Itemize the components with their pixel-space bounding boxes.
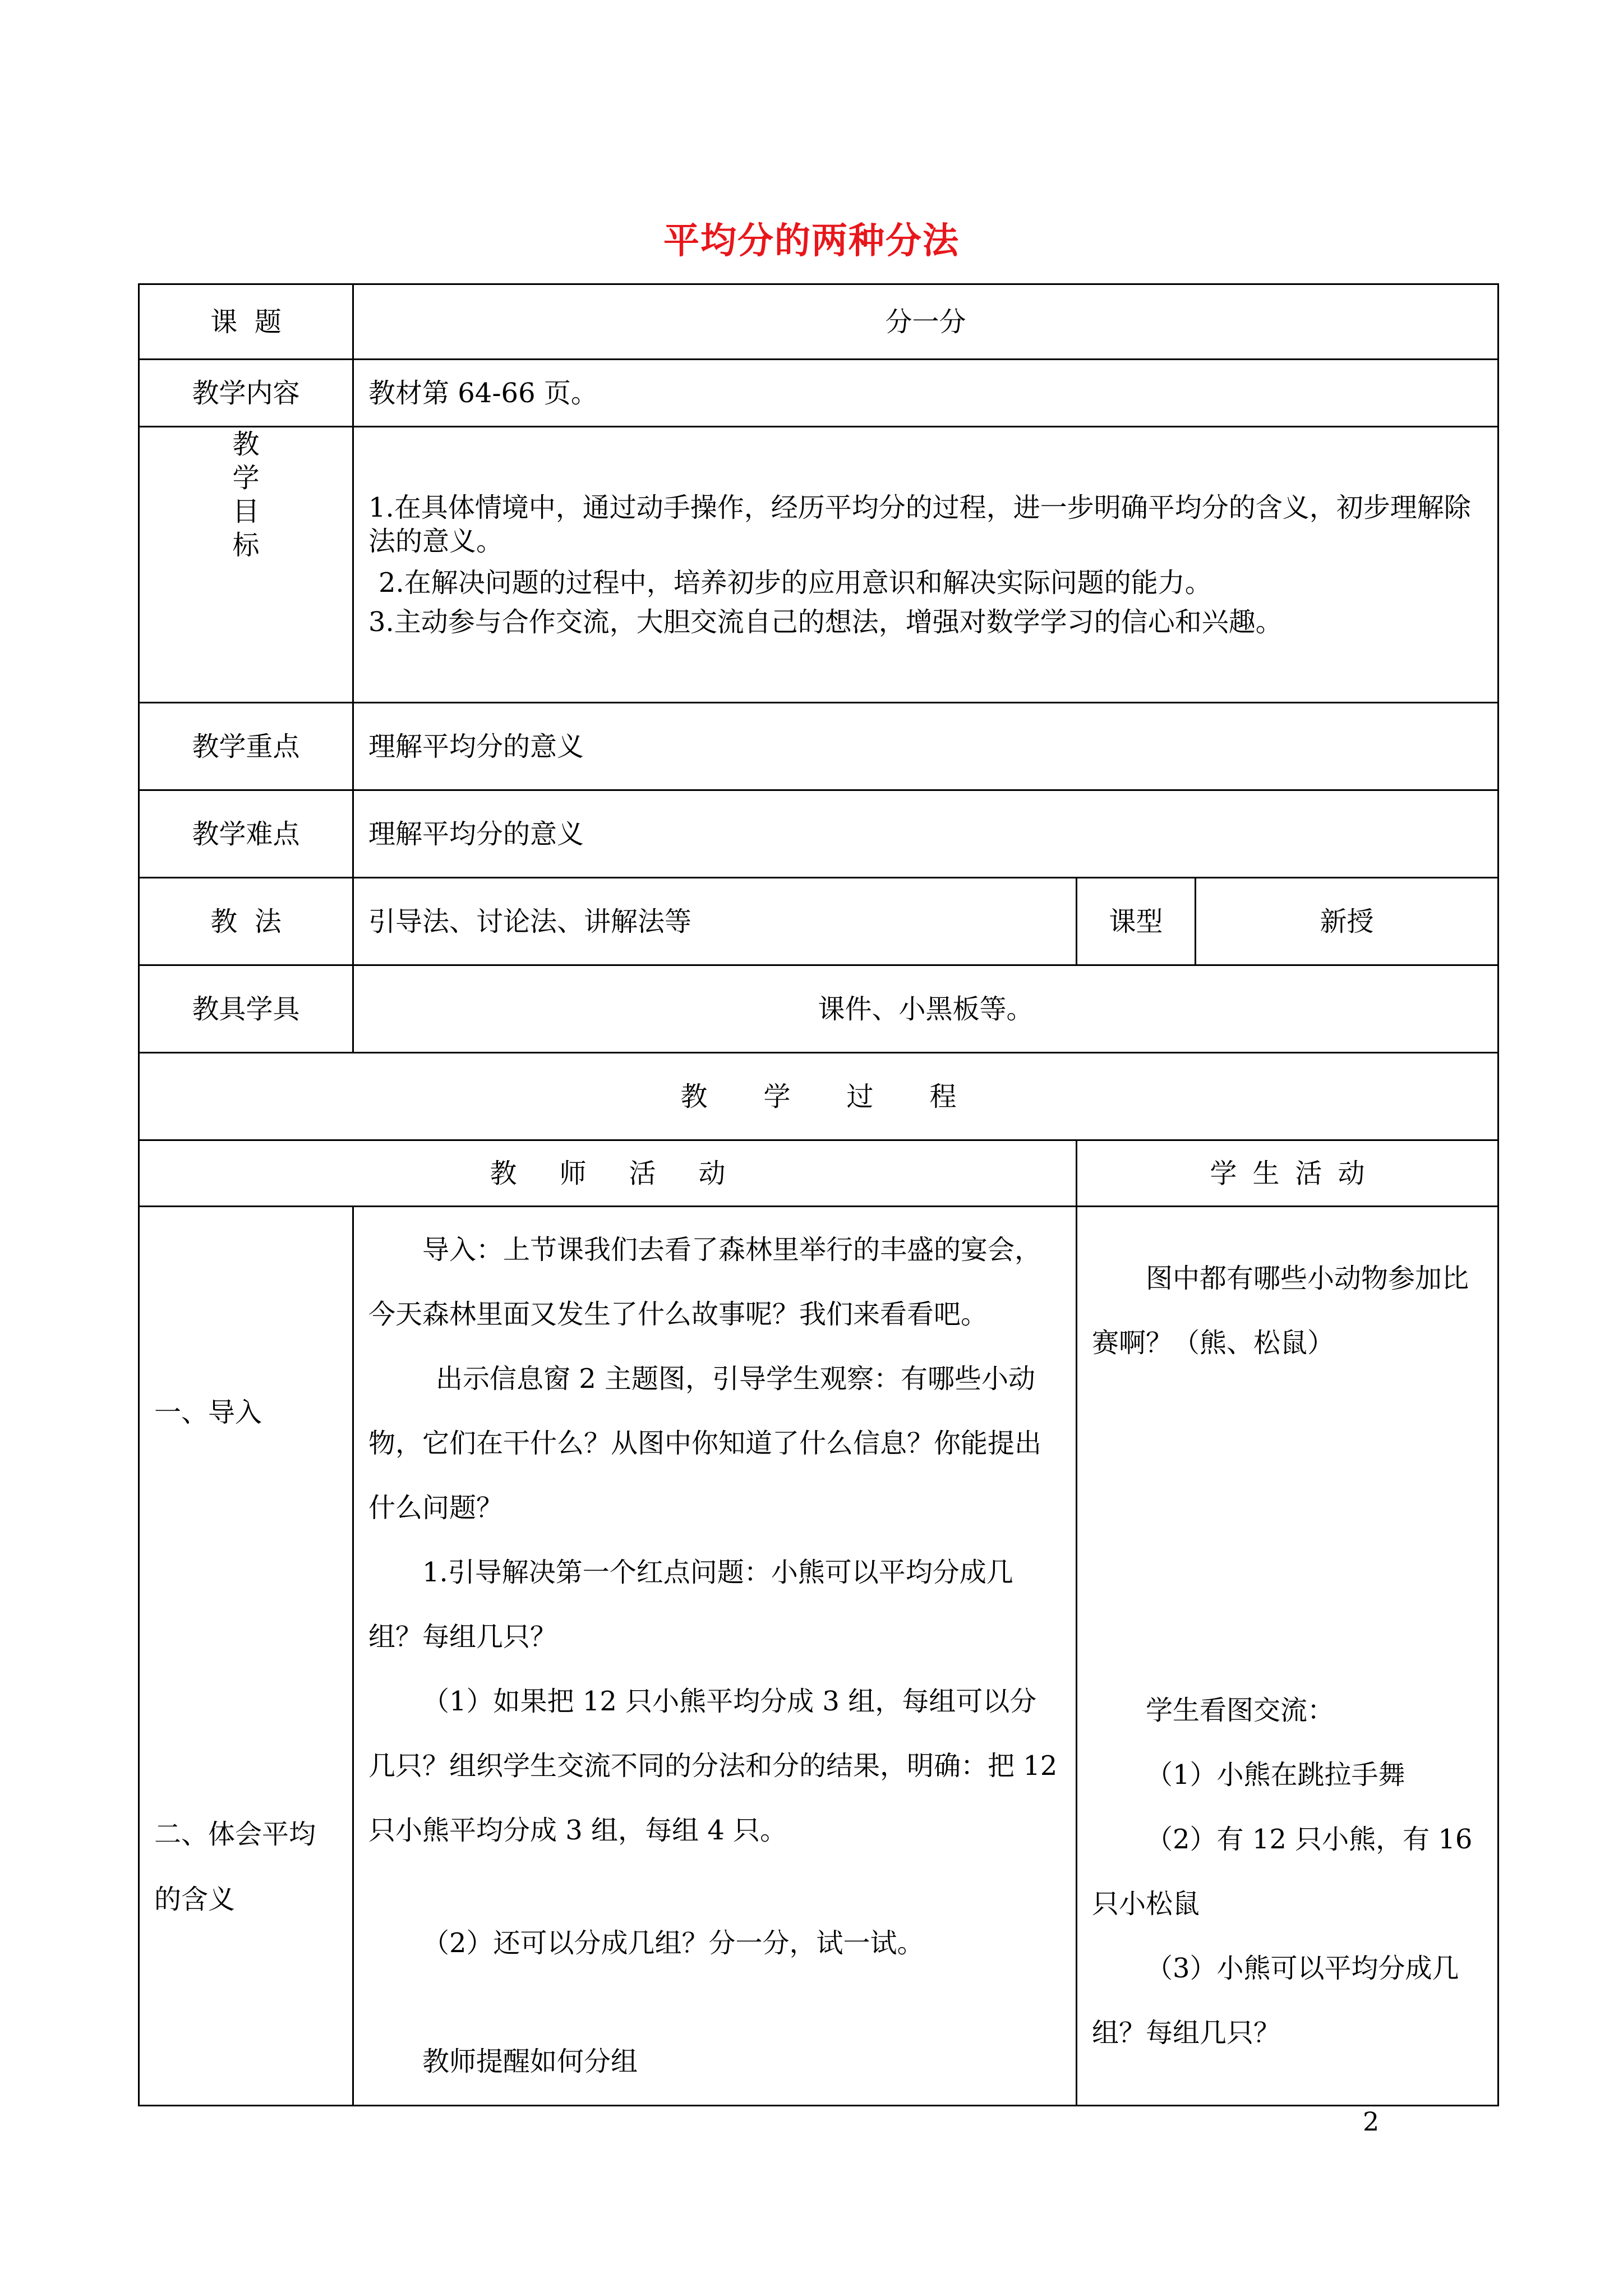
- student-activity: [1077, 1207, 1498, 2106]
- goals-label-char: 目: [232, 496, 260, 527]
- row-method: [139, 878, 1498, 965]
- difficulty-value: 理解平均分的意义: [353, 790, 1498, 878]
- row-content: [139, 360, 1498, 427]
- key-point-value: 理解平均分的意义: [353, 703, 1498, 790]
- method-label: 教 法: [139, 878, 353, 965]
- teacher-step: 出示信息窗 2 主题图，引导学生观察：有哪些小动物，它们在干什么？从图中你知道了什么信息？你能提出什么问题？: [368, 1363, 1042, 1524]
- goals-label-char: 标: [232, 530, 260, 561]
- row-process-body: [139, 1207, 1498, 2106]
- content-label: 教学内容: [139, 360, 353, 427]
- method-value: 引导法、讨论法、讲解法等: [353, 878, 1077, 965]
- key-point-label: 教学重点: [139, 703, 353, 790]
- row-topic: [139, 284, 1498, 360]
- row-key-point: [139, 703, 1498, 790]
- teacher-step: 教师提醒如何分组: [422, 2046, 638, 2077]
- student-step: （3）小熊可以平均分成几组？每组几只？: [1092, 1953, 1459, 2049]
- goal-item: 2.在解决问题的过程中，培养初步的应用意识和解决实际问题的能力。: [379, 567, 1212, 599]
- goal-item: 3.主动参与合作交流，大胆交流自己的想法，增强对数学学习的信心和兴趣。: [368, 606, 1283, 638]
- page-number: 2: [1363, 2106, 1380, 2137]
- page-title: 平均分的两种分法: [663, 220, 960, 262]
- stage-meaning: 二、体会平均的含义: [154, 1819, 316, 1915]
- lesson-type-label: 课型: [1077, 878, 1196, 965]
- student-step: 学生看图交流：: [1146, 1695, 1335, 1726]
- teacher-step: （1）如果把 12 只小熊平均分成 3 组，每组可以分几只？组织学生交流不同的分法和分的结果，明确：把 12 只小熊平均分成 3 组，每组 4 只。: [368, 1686, 1058, 1846]
- stage-intro: 一、导入: [154, 1397, 262, 1428]
- row-difficulty: [139, 790, 1498, 878]
- difficulty-label: 教学难点: [139, 790, 353, 878]
- student-step: （1）小熊在跳拉手舞: [1146, 1759, 1405, 1791]
- goals-label: [139, 427, 353, 703]
- stage-column: [139, 1207, 353, 2106]
- teacher-activity: [353, 1207, 1077, 2106]
- row-process-header: [139, 1053, 1498, 1140]
- row-tools: [139, 965, 1498, 1053]
- student-step: （2）有 12 只小熊，有 16 只小松鼠: [1092, 1824, 1473, 1920]
- goals-label-char: 学: [232, 462, 260, 494]
- lesson-type-value: 新授: [1196, 878, 1498, 965]
- teacher-step: （2）还可以分成几组？分一分，试一试。: [422, 1927, 924, 1959]
- tools-value: 课件、小黑板等。: [353, 965, 1498, 1053]
- student-activity-header: 学生活动: [1077, 1140, 1498, 1207]
- process-header: 教学过程: [139, 1053, 1498, 1140]
- row-goals: [139, 427, 1498, 703]
- tools-label: 教具学具: [139, 965, 353, 1053]
- teacher-step: 1.引导解决第一个红点问题：小熊可以平均分成几组？每组几只？: [368, 1557, 1013, 1653]
- teacher-step: 导入：上节课我们去看了森林里举行的丰盛的宴会，今天森林里面又发生了什么故事呢？我们来看看吧。: [368, 1234, 1042, 1330]
- teacher-activity-header: 教师活动: [139, 1140, 1077, 1207]
- topic-label: 课 题: [139, 284, 353, 360]
- row-activity-headers: [139, 1140, 1498, 1207]
- content-value: 教材第 64-66 页。: [353, 360, 1498, 427]
- goals-label-char: 教: [232, 429, 260, 460]
- student-step: 图中都有哪些小动物参加比赛啊？（熊、松鼠）: [1092, 1263, 1469, 1359]
- lesson-plan-table: [138, 283, 1499, 2106]
- topic-value: 分一分: [353, 284, 1498, 360]
- goals-list: [353, 427, 1498, 703]
- goal-item: 1.在具体情境中，通过动手操作，经历平均分的过程，进一步明确平均分的含义，初步理解除法的意义。: [368, 491, 1471, 557]
